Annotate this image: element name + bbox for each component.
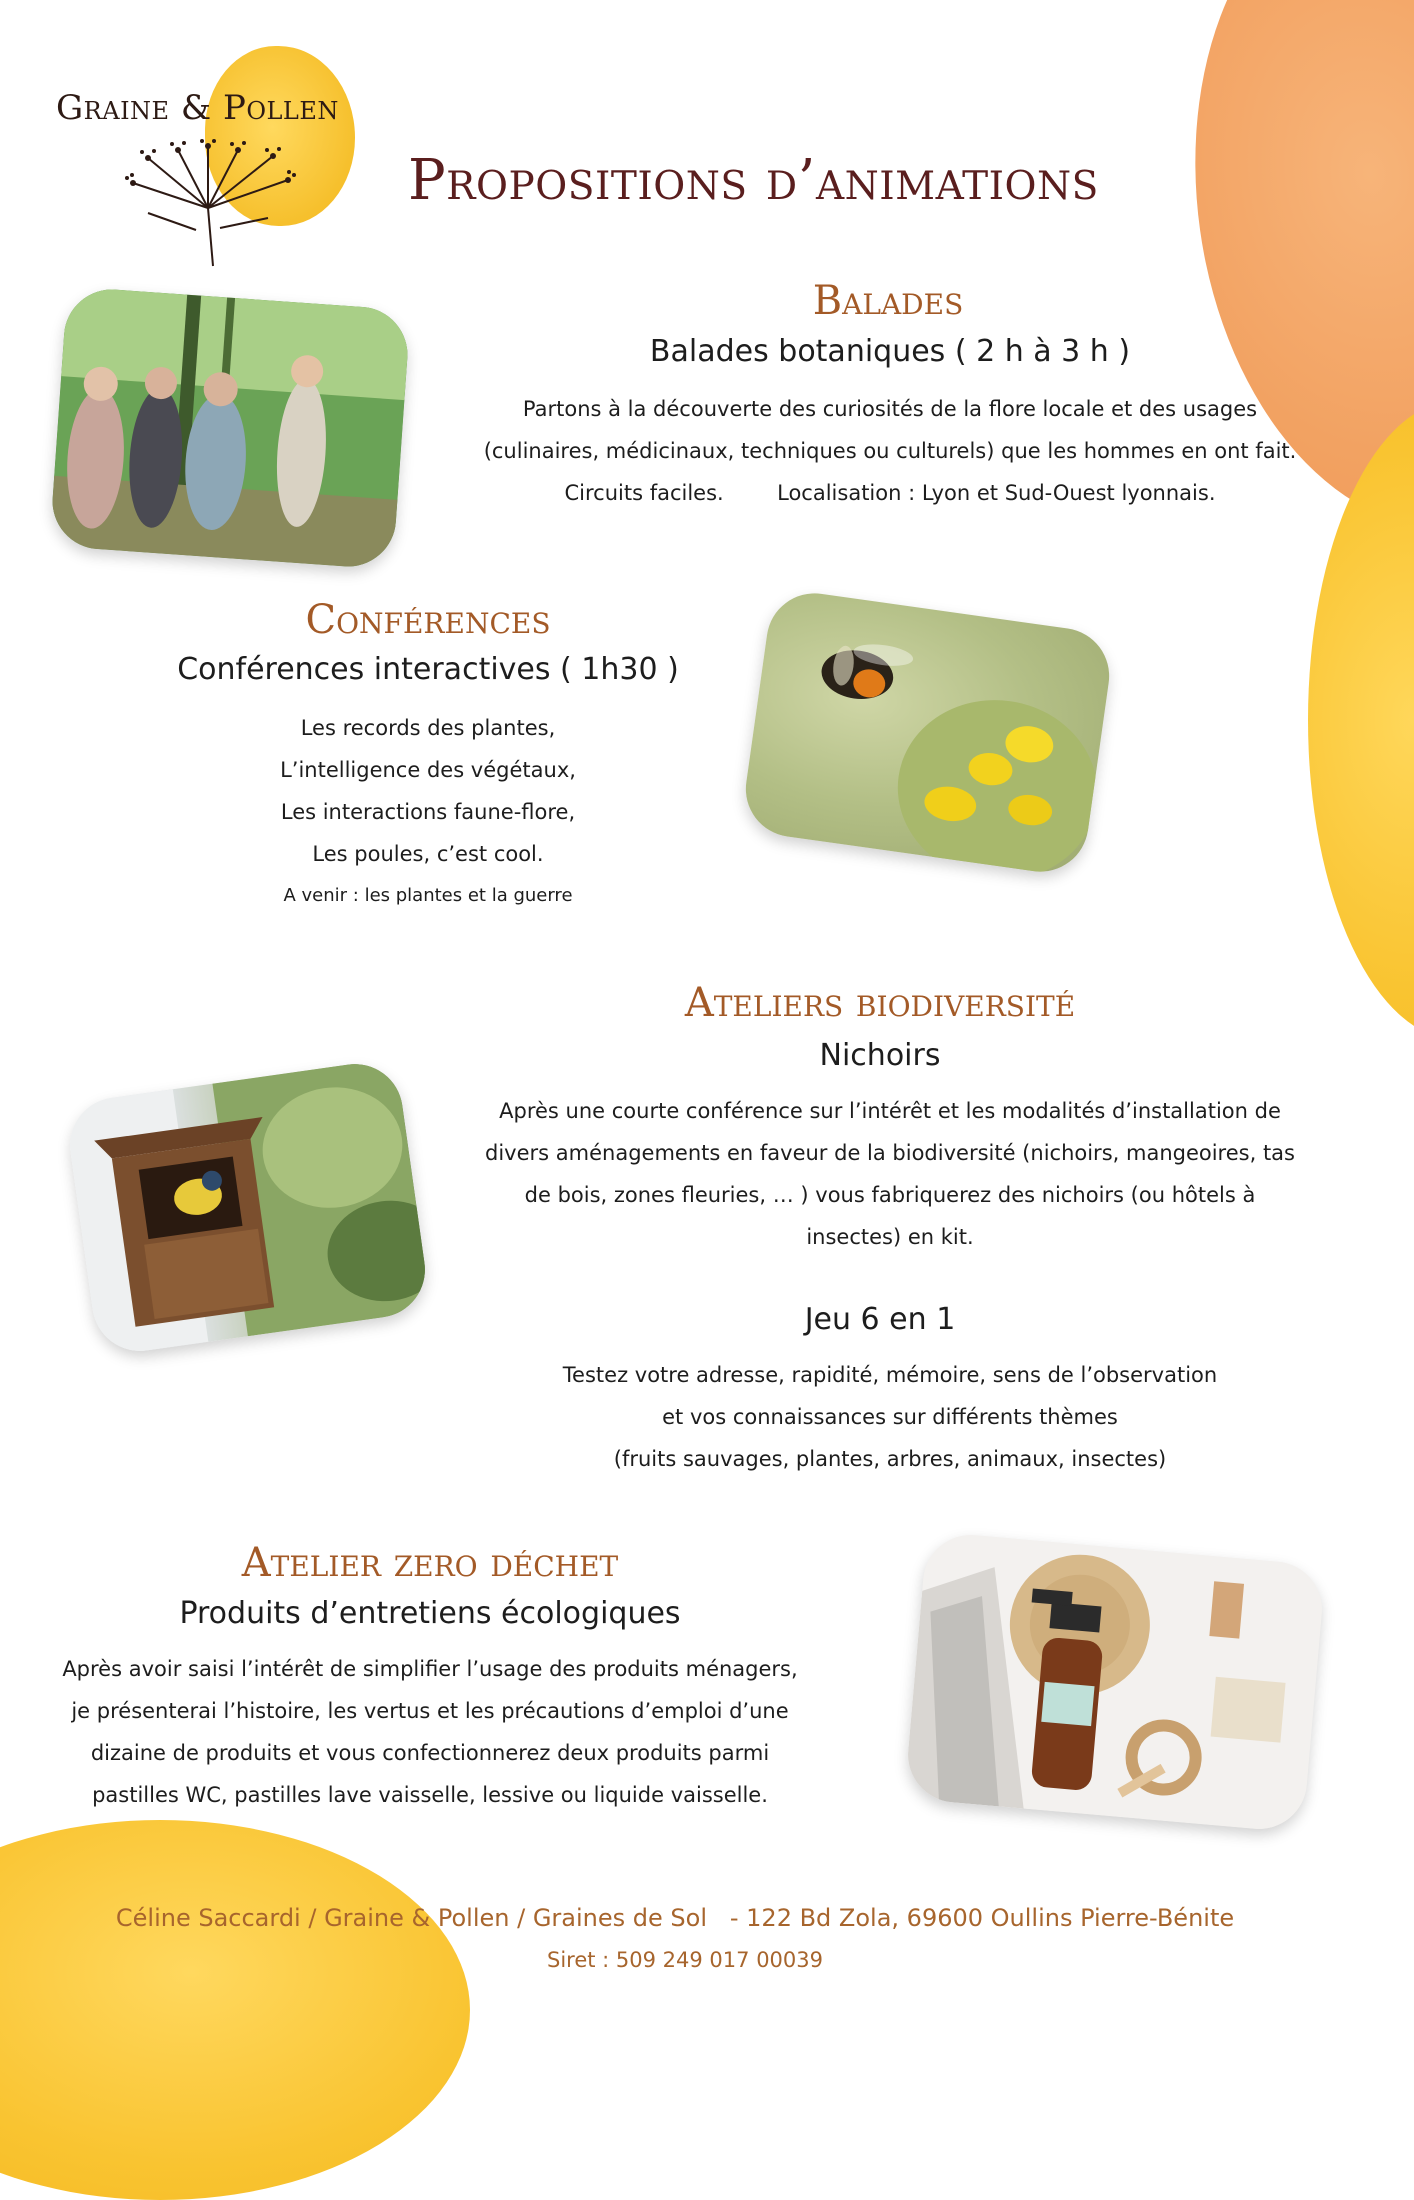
zero-subtitle: Produits d’entretiens écologiques [179,1596,681,1631]
conference-topic: L’intelligence des végétaux, [280,758,576,782]
zero-line: Après avoir saisi l’intérêt de simplifier l’usage des produits ménagers, [62,1657,798,1681]
ateliers-line: insectes) en kit. [806,1225,974,1249]
jeu-description [420,1354,1360,1480]
ateliers-line: divers aménagements en faveur de la biodiversité (nichoirs, mangeoires, tas [485,1141,1295,1165]
conferences-topics [178,707,678,917]
ateliers-line: de bois, zones fleuries, … ) vous fabriquerez des nichoirs (ou hôtels à [524,1183,1256,1207]
footer-contact: Céline Saccardi / Graine & Pollen / Graines de Sol - 122 Bd Zola, 69600 Oullins Pierre-Bénite [115,1904,1235,1932]
ateliers-title: Ateliers biodiversité [684,980,1076,1026]
logo-text: Graine & Pollen [56,88,339,128]
balades-line: Partons à la découverte des curiosités de la flore locale et des usages [522,397,1258,421]
bee-photo [740,587,1116,878]
zero-description [20,1648,840,1816]
balades-line: (culinaires, médicinaux, techniques ou culturels) que les hommes en ont fait. [483,439,1297,463]
zero-title: Atelier zero déchet [241,1540,619,1586]
balades-line: Circuits faciles. Localisation : Lyon et Sud-Ouest lyonnais. [564,481,1216,505]
balades-subtitle: Balades botaniques ( 2 h à 3 h ) [649,334,1131,369]
balades-description [420,388,1360,514]
conference-topic: Les records des plantes, [300,716,556,740]
jeu-line: et vos connaissances sur différents thèmes [662,1405,1118,1429]
page-title: Propositions d’animations [408,148,1099,213]
conference-topic: Les poules, c’est cool. [312,842,544,866]
ateliers-subtitle: Nichoirs [819,1038,941,1073]
ateliers-line: Après une courte conférence sur l’intérêt et les modalités d’installation de [499,1099,1281,1123]
jeu-title: Jeu 6 en 1 [804,1302,956,1337]
yellow-watercolor-blob-bottom [0,1820,470,2200]
nichoir-photo [64,1058,431,1357]
footer-siret: Siret : 509 249 017 00039 [547,1948,823,1972]
zero-line: dizaine de produits et vous confectionnerez deux produits parmi [90,1741,770,1765]
balades-title: Balades [812,278,964,324]
conference-upcoming-note: A venir : les plantes et la guerre [283,885,573,906]
umbellifer-icon [108,138,308,268]
conferences-subtitle: Conférences interactives ( 1h30 ) [177,652,679,687]
zero-line: je présenterai l’histoire, les vertus et les précautions d’emploi d’une [71,1699,789,1723]
zero-line: pastilles WC, pastilles lave vaisselle, lessive ou liquide vaisselle. [92,1783,768,1807]
conference-topic: Les interactions faune-flore, [280,800,576,824]
cleaning-products-photo [904,1531,1326,1833]
conferences-title: Conférences [305,597,551,643]
ateliers-description [420,1090,1360,1258]
jeu-line: (fruits sauvages, plantes, arbres, animaux, insectes) [613,1447,1167,1471]
balade-photo [49,286,410,569]
jeu-line: Testez votre adresse, rapidité, mémoire, sens de l’observation [562,1363,1218,1387]
